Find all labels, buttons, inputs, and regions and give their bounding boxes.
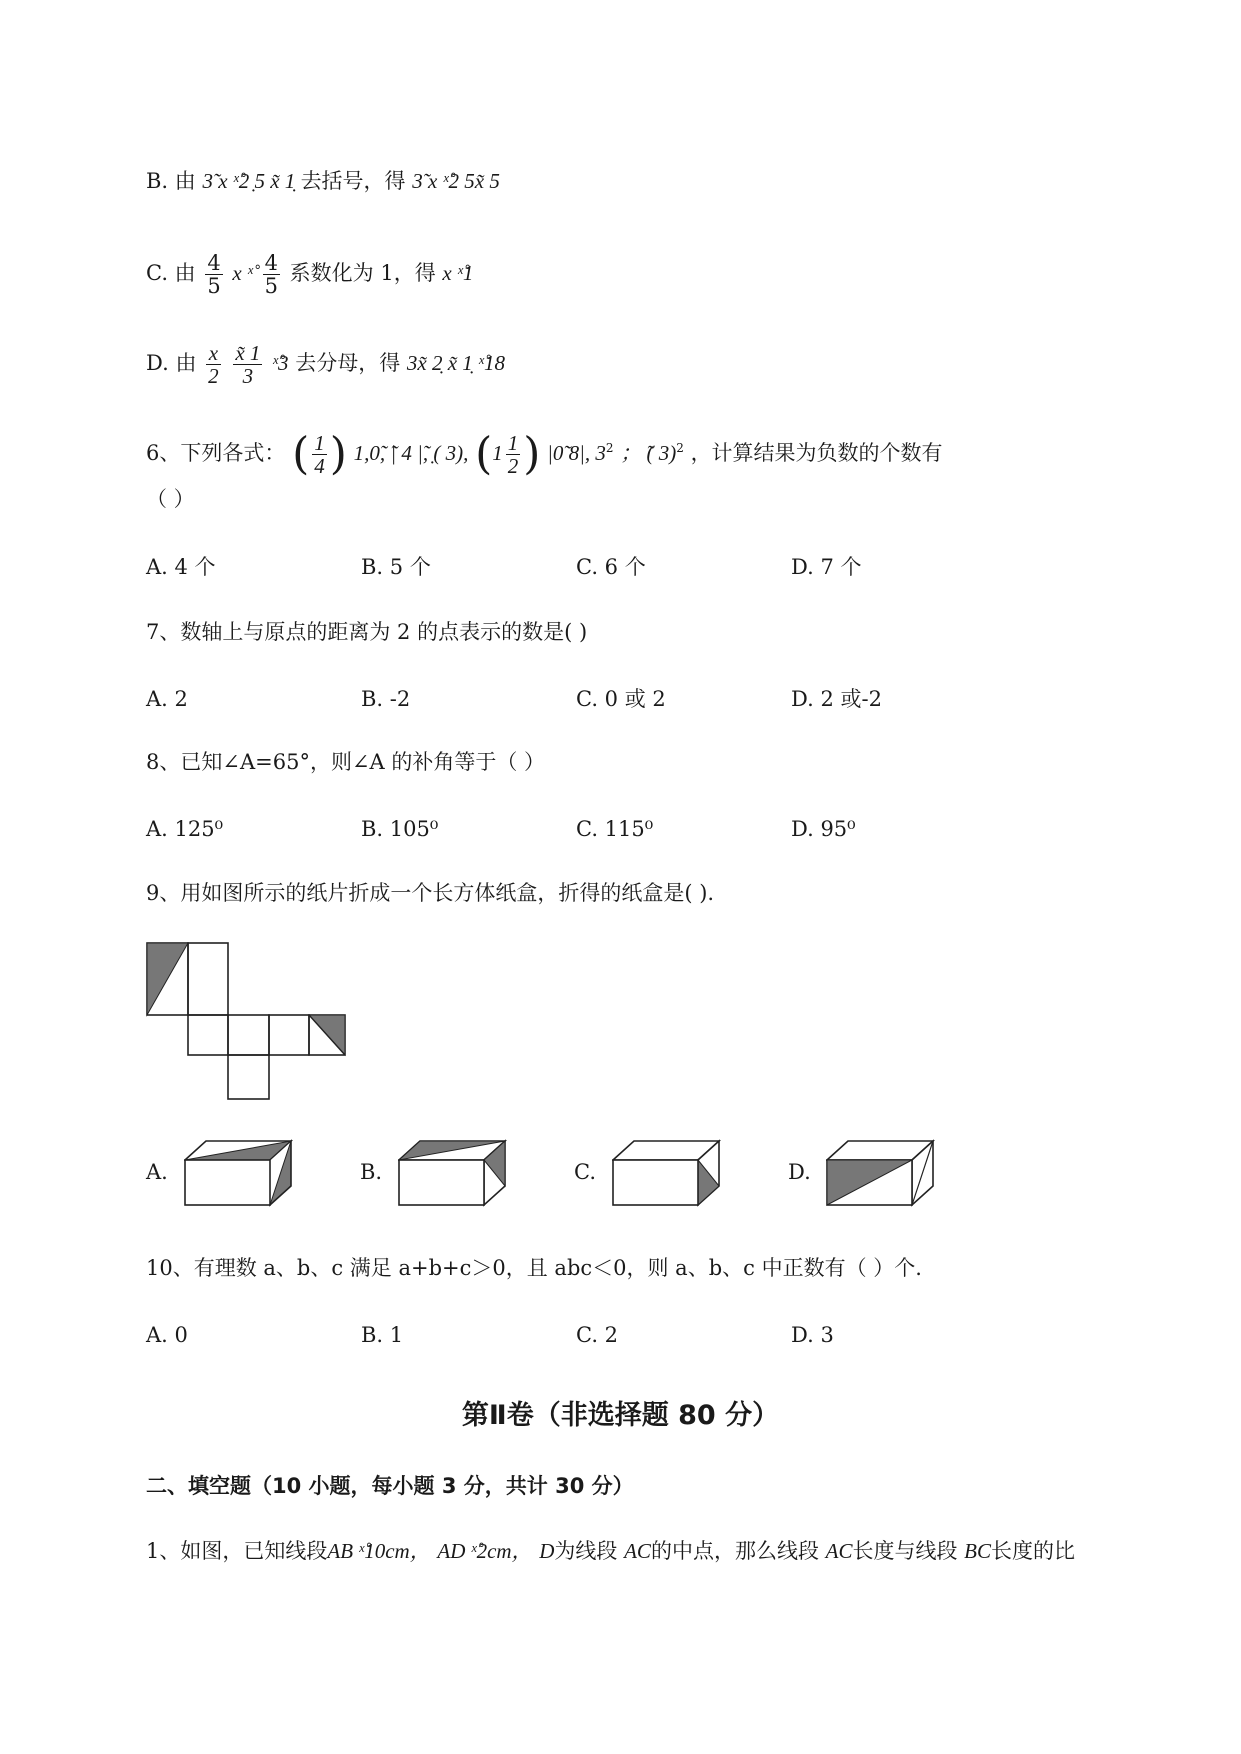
q5-option-c: C. 由 $\frac{4}{5}$ x ˣ̊ $\frac{4}{5}$ 系数化为 1，得 x ˣ̊1 bbox=[146, 251, 474, 299]
box-option-a[interactable] bbox=[184, 1138, 294, 1208]
choice-b[interactable]: B. 5 个 bbox=[361, 555, 431, 579]
choice-c[interactable]: C. 2 bbox=[576, 1323, 619, 1347]
q6-stem: 6、下列各式： ( $\frac{1}{4}$ ) 1,0̃, ̃| 4 |̃, ̣( 3), (1 $\frac{1}{2}$ ) |0̃ 8|, $3^2$ ； ̃( 3)$^2$ ，计算结果为负数的个数有 bbox=[146, 428, 943, 480]
box-option-d[interactable] bbox=[826, 1138, 936, 1208]
fraction: $\frac{1}{2}$ bbox=[507, 431, 519, 479]
subsection-title: 二、填空题（10 小题，每小题 3 分，共计 30 分） bbox=[146, 1474, 634, 1498]
fraction: $\frac{x}{2}$ bbox=[208, 341, 219, 389]
q9-choice-a-label[interactable]: A. bbox=[146, 1160, 168, 1184]
choice-b[interactable]: B. 1 bbox=[361, 1323, 404, 1347]
choice-c[interactable]: C. 0 或 2 bbox=[576, 687, 666, 711]
q10-choices bbox=[146, 1320, 1046, 1350]
choice-d[interactable]: D. 2 或-2 bbox=[791, 687, 882, 711]
choice-a[interactable]: A. 0 bbox=[146, 1323, 188, 1347]
q8-choices bbox=[146, 814, 1046, 844]
q6-answer-paren: （ ） bbox=[146, 487, 195, 511]
choice-a[interactable]: A. 125⁰ bbox=[146, 817, 224, 841]
q5-option-d: D. 由 $\frac{x}{2}$ $\frac{x̃ 1}{3}$ ˣ̊3 去分母，得 3x̃ 2̣ x̃ 1̣ ˣ̊18 bbox=[146, 341, 505, 389]
choice-b[interactable]: B. 105⁰ bbox=[361, 817, 439, 841]
box-option-c[interactable] bbox=[612, 1138, 722, 1208]
box-option-b[interactable] bbox=[398, 1138, 508, 1208]
section-title: 第Ⅱ卷（非选择题 80 分） bbox=[461, 1400, 780, 1431]
q5-option-b: B. 由 3̃ x ˣ̊2 ̣5 x̃ 1̣ 去括号，得 3̃ x ˣ̊2 5x̃ 5 bbox=[146, 169, 500, 193]
choice-c[interactable]: C. 115⁰ bbox=[576, 817, 654, 841]
choice-a[interactable]: A. 2 bbox=[146, 687, 188, 711]
q9-choice-b-label[interactable]: B. bbox=[360, 1160, 383, 1184]
choice-c[interactable]: C. 6 个 bbox=[576, 555, 646, 579]
q9-choice-d-label[interactable]: D. bbox=[788, 1160, 811, 1184]
q7-stem: 7、数轴上与原点的距离为 2 的点表示的数是( ) bbox=[146, 620, 588, 644]
q9-stem: 9、用如图所示的纸片折成一个长方体纸盒，折得的纸盒是( ). bbox=[146, 881, 715, 905]
q7-choices bbox=[146, 684, 1046, 714]
choice-d[interactable]: D. 3 bbox=[791, 1323, 834, 1347]
fraction: $\frac{1}{4}$ bbox=[314, 431, 325, 479]
choice-a[interactable]: A. 4 个 bbox=[146, 555, 216, 579]
q6-choices bbox=[146, 552, 1046, 582]
fraction: $\frac{4}{5}$ bbox=[207, 251, 221, 299]
q9-choice-c-label[interactable]: C. bbox=[574, 1160, 596, 1184]
choice-d[interactable]: D. 95⁰ bbox=[791, 817, 856, 841]
box-net-figure bbox=[146, 942, 346, 1100]
choice-b[interactable]: B. -2 bbox=[361, 687, 411, 711]
fraction: $\frac{x̃ 1}{3}$ bbox=[235, 341, 261, 389]
choice-d[interactable]: D. 7 个 bbox=[791, 555, 862, 579]
q8-stem: 8、已知∠A=65°，则∠A 的补角等于（ ） bbox=[146, 750, 546, 774]
fraction: $\frac{4}{5}$ bbox=[264, 251, 278, 299]
fill-question-1: 1、如图，已知线段AB ˣ̊10cm， AD ˣ̊2cm， D为线段 AC的中点，那么线段 AC长度与线段 BC长度的比 bbox=[146, 1539, 1076, 1563]
q10-stem: 10、有理数 a、b、c 满足 a+b+c＞0，且 abc＜0，则 a、b、c 中正数有（ ）个. bbox=[146, 1256, 922, 1280]
